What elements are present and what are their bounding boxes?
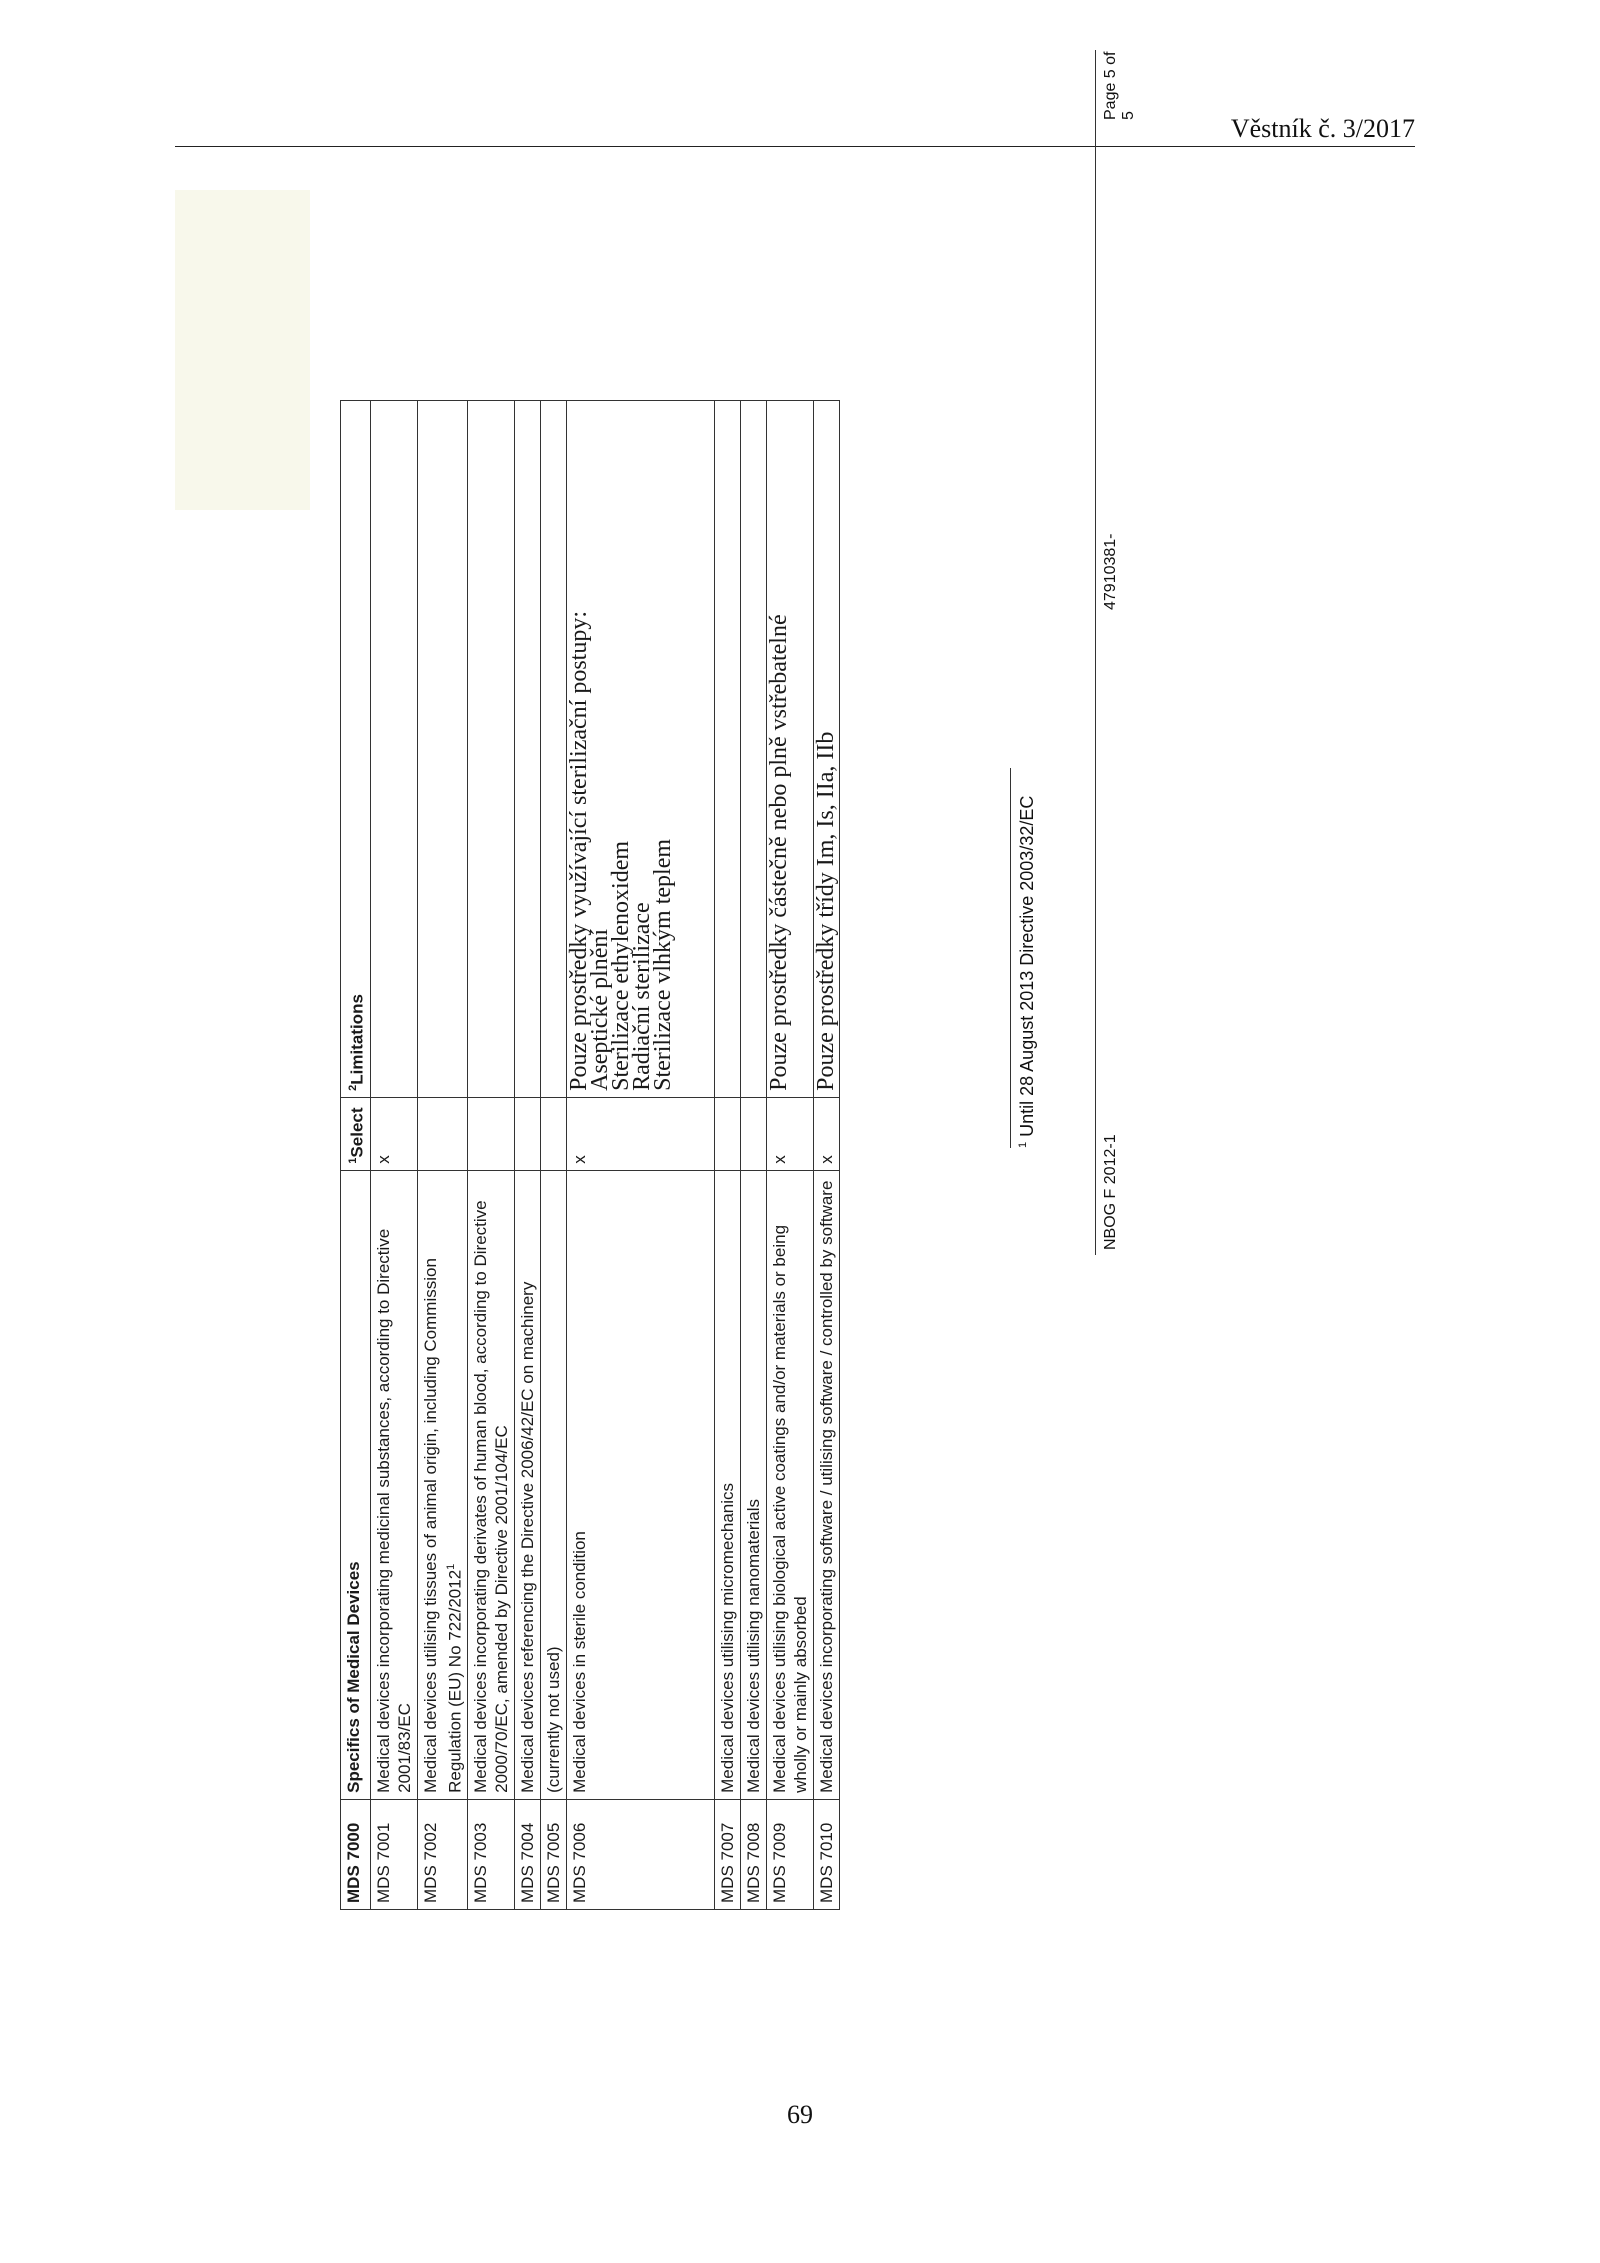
table-row [515,401,541,1910]
row-description: Medical devices utilising nanomaterials [741,1170,767,1799]
limitation-line: Pouze prostředky částečně nebo plně vstřebatelné [766,614,793,1091]
limitation-line: Radiační sterilizace [629,902,656,1091]
row-select [541,1097,567,1170]
row-code: MDS 7010 [814,1799,840,1909]
limitation-line: Aseptické plnění [587,928,614,1091]
row-limitations [370,401,417,1098]
row-select: x [767,1097,814,1170]
row-limitations [741,401,767,1098]
limitation-line: Sterilizace ethylenoxidem [608,840,635,1091]
row-select [468,1097,515,1170]
row-description: Medical devices in sterile condition [567,1170,715,1799]
row-code: MDS 7004 [515,1799,541,1909]
row-select: x [370,1097,417,1170]
footnote-divider [1010,768,1011,1148]
row-code: MDS 7006 [567,1799,715,1909]
row-limitations [541,401,567,1098]
table-row [814,401,840,1910]
table-row [567,401,715,1910]
table-row [370,401,417,1910]
table-row [541,401,567,1910]
row-code: MDS 7005 [541,1799,567,1909]
row-description [417,1170,468,1799]
limitation-line: Pouze prostředky třídy Im, Is, IIa, IIb [813,731,840,1091]
row-description: Medical devices utilising micromechanics [715,1170,741,1799]
footer-divider [1095,50,1096,1255]
row-description-text: Medical devices utilising tissues of animal origin, including Commission Regulation (EU) No 722/2012 [420,1258,465,1793]
page-number: 69 [787,2100,813,2129]
row-limitations [715,401,741,1098]
row-code: MDS 7002 [417,1799,468,1909]
description-footnote-mark: 1 [444,1563,457,1570]
rotated-content [270,50,1470,1910]
row-code: MDS 7009 [767,1799,814,1909]
table-header-row [341,401,371,1910]
row-description: Medical devices incorporating medicinal substances, according to Directive 2001/83/EC [370,1170,417,1799]
mds-table [340,400,840,1910]
row-limitations [567,401,715,1098]
row-code: MDS 7001 [370,1799,417,1909]
form-id: NBOG F 2012-1 [1102,1134,1119,1250]
table-row [468,401,515,1910]
row-description: (currently not used) [541,1170,567,1799]
row-select [715,1097,741,1170]
select-footnote-mark: 1 [347,1157,359,1164]
document-number: 47910381- [1102,533,1119,610]
table-row [417,401,468,1910]
row-description: Medical devices incorporating software / utilising software / controlled by software [814,1170,840,1799]
row-select [515,1097,541,1170]
row-description: Medical devices incorporating derivates of human blood, according to Directive 2000/70/EC, amended by Directive 2001/104/EC [468,1170,515,1799]
row-code: MDS 7007 [715,1799,741,1909]
row-select [741,1097,767,1170]
row-select [417,1097,468,1170]
limitations-footnote-mark: 2 [347,1084,359,1091]
header-code: MDS 7000 [341,1799,371,1909]
header-limitations [341,401,371,1098]
footnote-mark: 1 [1017,1141,1029,1148]
limitation-line: Pouze prostředky využívající sterilizační postupy: [566,611,593,1091]
row-limitations [767,401,814,1098]
row-limitations [417,401,468,1098]
limitation-line: Sterilizace vlhkým teplem [650,838,677,1091]
row-limitations [468,401,515,1098]
journal-title: Věstník č. 3/2017 [1230,114,1415,143]
row-description: Medical devices utilising biological active coatings and/or materials or being wholly or mainly absorbed [767,1170,814,1799]
row-description: Medical devices referencing the Directive 2006/42/EC on machinery [515,1170,541,1799]
row-limitations [515,401,541,1098]
footnote [1017,796,1038,1148]
table-row [715,401,741,1910]
header-specifics: Specifics of Medical Devices [341,1170,371,1799]
page-of-pages: Page 5 of 5 [1102,51,1137,120]
row-code: MDS 7003 [468,1799,515,1909]
row-select: x [567,1097,715,1170]
table-row [767,401,814,1910]
row-code: MDS 7008 [741,1799,767,1909]
footnote-text: Until 28 August 2013 Directive 2003/32/EC [1017,795,1037,1137]
row-limitations [814,401,840,1098]
row-select: x [814,1097,840,1170]
header-select-label: Select [347,1107,367,1158]
header-limitations-label: Limitations [347,994,367,1085]
header-select [341,1097,371,1170]
table-row [741,401,767,1910]
